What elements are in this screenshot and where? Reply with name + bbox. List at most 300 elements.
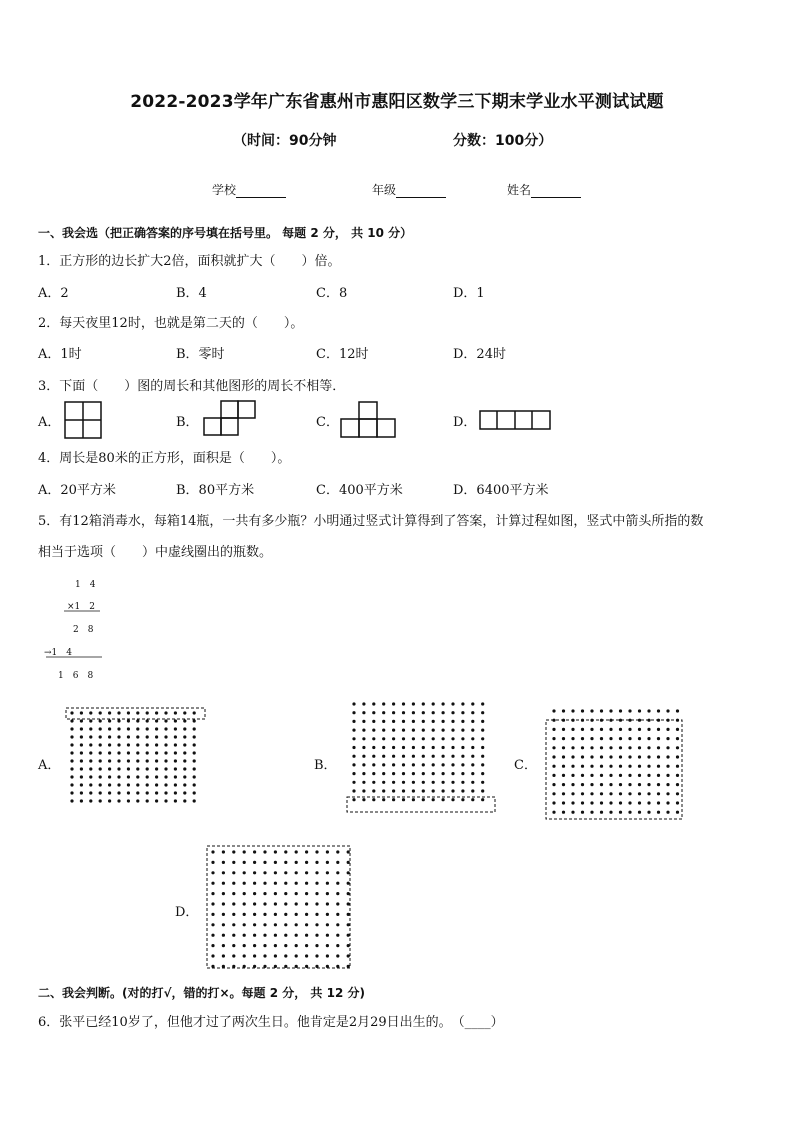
bottle-dot <box>362 755 365 758</box>
bottle-dot <box>352 746 355 749</box>
bottle-dot <box>70 735 73 738</box>
bottle-dot <box>70 775 73 778</box>
bottle-dot <box>362 746 365 749</box>
bottle-dot <box>402 755 405 758</box>
bottle-dot <box>183 791 186 794</box>
bottle-dot <box>581 728 584 731</box>
bottle-dot <box>571 765 574 768</box>
bottle-dot <box>108 719 111 722</box>
bottle-dot <box>336 871 339 874</box>
bottle-dot <box>666 792 669 795</box>
bottle-dot <box>243 902 246 905</box>
bottle-dot <box>127 799 130 802</box>
bottle-dot <box>127 727 130 730</box>
bottle-dot <box>372 772 375 775</box>
bottle-dot <box>326 850 329 853</box>
bottle-dot <box>263 861 266 864</box>
page-title: 2022-2023学年广东省惠州市惠阳区数学三下期末学业水平测试试题 <box>130 92 664 112</box>
bottle-dot <box>232 913 235 916</box>
bottle-dot <box>243 882 246 885</box>
dot-figure-c <box>546 709 682 819</box>
bottle-dot <box>326 902 329 905</box>
bottle-dot <box>451 737 454 740</box>
bottle-dot <box>676 746 679 749</box>
bottle-dot <box>80 767 83 770</box>
bottle-dot <box>155 759 158 762</box>
bottle-dot <box>432 763 435 766</box>
bottle-dot <box>442 755 445 758</box>
bottle-dot <box>305 850 308 853</box>
bottle-dot <box>461 702 464 705</box>
bottle-dot <box>243 871 246 874</box>
bottle-dot <box>243 923 246 926</box>
bottle-dot <box>562 811 565 814</box>
q2-option-d[interactable]: D．24时 <box>453 347 506 362</box>
bottle-dot <box>609 765 612 768</box>
bottle-dot <box>619 728 622 731</box>
bottle-dot <box>600 737 603 740</box>
bottle-dot <box>222 882 225 885</box>
bottle-dot <box>609 746 612 749</box>
bottle-dot <box>571 709 574 712</box>
bottle-dot <box>70 743 73 746</box>
q2-option-b[interactable]: B．零时 <box>176 347 225 362</box>
bottle-dot <box>362 798 365 801</box>
bottle-dot <box>609 801 612 804</box>
bottle-dot <box>619 746 622 749</box>
bottle-dot <box>412 711 415 714</box>
bottle-dot <box>619 765 622 768</box>
bottle-dot <box>362 737 365 740</box>
bottle-dot <box>253 850 256 853</box>
bottle-dot <box>392 763 395 766</box>
bottle-dot <box>108 783 111 786</box>
bottle-dot <box>193 727 196 730</box>
bottle-dot <box>362 720 365 723</box>
bottle-dot <box>600 755 603 758</box>
bottle-dot <box>647 783 650 786</box>
bottle-dot <box>164 759 167 762</box>
bottle-dot <box>666 746 669 749</box>
bottle-dot <box>174 783 177 786</box>
bottle-dot <box>174 759 177 762</box>
bottle-dot <box>402 746 405 749</box>
bottle-dot <box>402 729 405 732</box>
bottle-dot <box>274 902 277 905</box>
bottle-dot <box>552 801 555 804</box>
bottle-dot <box>127 791 130 794</box>
bottle-dot <box>146 719 149 722</box>
bottle-dot <box>552 783 555 786</box>
bottle-dot <box>422 781 425 784</box>
bottle-dot <box>609 792 612 795</box>
bottle-dot <box>352 720 355 723</box>
bottle-dot <box>89 767 92 770</box>
bottle-dot <box>647 755 650 758</box>
calc-row-4: →1 4 <box>44 648 72 658</box>
bottle-dot <box>638 783 641 786</box>
bottle-dot <box>326 861 329 864</box>
bottle-dot <box>461 763 464 766</box>
bottle-dot <box>99 719 102 722</box>
bottle-dot <box>382 772 385 775</box>
bottle-dot <box>461 746 464 749</box>
bottle-dot <box>590 755 593 758</box>
q1-text: 1．正方形的边长扩大2倍，面积就扩大（ ）倍。 <box>38 254 341 269</box>
bottle-dot <box>146 783 149 786</box>
name-field[interactable]: 姓名 <box>507 181 581 198</box>
bottle-dot <box>562 774 565 777</box>
bottle-dot <box>412 720 415 723</box>
bottle-dot <box>392 720 395 723</box>
bottle-dot <box>243 850 246 853</box>
bottle-dot <box>164 767 167 770</box>
bottle-dot <box>89 743 92 746</box>
grade-field[interactable]: 年级 <box>372 181 446 198</box>
bottle-dot <box>422 711 425 714</box>
bottle-dot <box>481 729 484 732</box>
bottle-dot <box>89 711 92 714</box>
q5-option-d[interactable]: D． <box>175 905 199 920</box>
bottle-dot <box>99 743 102 746</box>
bottle-dot <box>347 902 350 905</box>
bottle-dot <box>108 767 111 770</box>
bottle-dot <box>117 775 120 778</box>
bottle-dot <box>638 765 641 768</box>
bottle-dot <box>422 720 425 723</box>
bottle-dot <box>174 743 177 746</box>
bottle-dot <box>676 709 679 712</box>
bottle-dot <box>647 792 650 795</box>
bottle-dot <box>657 792 660 795</box>
bottle-dot <box>284 871 287 874</box>
bottle-dot <box>402 781 405 784</box>
bottle-dot <box>99 791 102 794</box>
bottle-dot <box>326 882 329 885</box>
q1-option-c[interactable]: C．8 <box>316 286 348 301</box>
bottle-dot <box>571 737 574 740</box>
q3-option-c[interactable]: C． <box>316 415 339 430</box>
bottle-dot <box>89 775 92 778</box>
bottle-dot <box>253 913 256 916</box>
bottle-dot <box>647 811 650 814</box>
bottle-dot <box>442 737 445 740</box>
bottle-dot <box>174 711 177 714</box>
bottle-dot <box>372 789 375 792</box>
bottle-dot <box>581 783 584 786</box>
bottle-dot <box>164 775 167 778</box>
bottle-dot <box>581 737 584 740</box>
bottle-dot <box>108 711 111 714</box>
q4-option-d[interactable]: D．6400平方米 <box>453 483 549 498</box>
bottle-dot <box>461 720 464 723</box>
bottle-dot <box>253 871 256 874</box>
q1-option-d[interactable]: D．1 <box>453 286 485 301</box>
bottle-dot <box>146 791 149 794</box>
bottle-dot <box>315 871 318 874</box>
bottle-dot <box>619 811 622 814</box>
bottle-dot <box>362 772 365 775</box>
q4-option-c[interactable]: C．400平方米 <box>316 483 403 498</box>
q1-option-a[interactable]: A．2 <box>38 286 69 301</box>
bottle-dot <box>243 954 246 957</box>
bottle-dot <box>590 765 593 768</box>
bottle-dot <box>676 811 679 814</box>
bottle-dot <box>336 913 339 916</box>
bottle-dot <box>657 774 660 777</box>
q2-option-a[interactable]: A．1时 <box>38 347 82 362</box>
bottle-dot <box>155 711 158 714</box>
bottle-dot <box>676 783 679 786</box>
section-1-heading: 一、我会选（把正确答案的序号填在括号里。 每题 2 分， 共 10 分） <box>38 226 413 240</box>
bottle-dot <box>392 755 395 758</box>
bottle-dot <box>352 789 355 792</box>
bottle-dot <box>432 702 435 705</box>
bottle-dot <box>372 729 375 732</box>
bottle-dot <box>481 755 484 758</box>
bottle-dot <box>146 799 149 802</box>
bottle-dot <box>422 763 425 766</box>
bottle-dot <box>481 763 484 766</box>
bottle-dot <box>619 737 622 740</box>
bottle-dot <box>284 913 287 916</box>
bottle-dot <box>647 765 650 768</box>
bottle-dot <box>136 719 139 722</box>
bottle-dot <box>451 729 454 732</box>
bottle-dot <box>155 791 158 794</box>
bottle-dot <box>243 861 246 864</box>
bottle-dot <box>402 737 405 740</box>
bottle-dot <box>164 743 167 746</box>
bottle-dot <box>70 711 73 714</box>
bottle-dot <box>481 746 484 749</box>
bottle-dot <box>432 711 435 714</box>
bottle-dot <box>628 783 631 786</box>
q5-option-c[interactable]: C． <box>514 758 537 773</box>
bottle-dot <box>600 709 603 712</box>
bottle-dot <box>432 772 435 775</box>
bottle-dot <box>295 902 298 905</box>
time-label: （时间：90分钟 <box>233 133 337 149</box>
bottle-dot <box>628 728 631 731</box>
school-field[interactable]: 学校 <box>212 181 286 198</box>
bottle-dot <box>657 709 660 712</box>
bottle-dot <box>326 934 329 937</box>
q6-text: 6．张平已经10岁了，但他才过了两次生日。他肯定是2月29日出生的。 （____） <box>38 1015 504 1030</box>
bottle-dot <box>422 729 425 732</box>
bottle-dot <box>609 811 612 814</box>
bottle-dot <box>451 746 454 749</box>
bottle-dot <box>232 934 235 937</box>
bottle-dot <box>372 746 375 749</box>
bottle-dot <box>89 783 92 786</box>
bottle-dot <box>600 765 603 768</box>
bottle-dot <box>117 735 120 738</box>
bottle-dot <box>382 763 385 766</box>
calc-row-2: ×1 2 <box>67 602 95 612</box>
bottle-dot <box>263 913 266 916</box>
bottle-dot <box>164 751 167 754</box>
bottle-dot <box>284 850 287 853</box>
bottle-dot <box>347 913 350 916</box>
bottle-dot <box>193 767 196 770</box>
bottle-dot <box>80 791 83 794</box>
bottle-dot <box>70 799 73 802</box>
bottle-dot <box>263 882 266 885</box>
bottle-dot <box>638 746 641 749</box>
bottle-dot <box>336 861 339 864</box>
bottle-dot <box>99 799 102 802</box>
bottle-dot <box>315 892 318 895</box>
bottle-dot <box>274 954 277 957</box>
bottle-dot <box>600 801 603 804</box>
bottle-dot <box>412 772 415 775</box>
bottle-dot <box>295 861 298 864</box>
bottle-dot <box>432 737 435 740</box>
bottle-dot <box>155 751 158 754</box>
section-2-heading: 二、我会判断。(对的打√，错的打×。每题 2 分， 共 12 分) <box>38 986 365 1000</box>
bottle-dot <box>422 755 425 758</box>
bottle-dot <box>211 902 214 905</box>
bottle-dot <box>481 720 484 723</box>
bottle-dot <box>628 746 631 749</box>
bottle-dot <box>382 789 385 792</box>
bottle-dot <box>562 709 565 712</box>
bottle-dot <box>402 711 405 714</box>
bottle-dot <box>562 728 565 731</box>
bottle-dot <box>222 954 225 957</box>
bottle-dot <box>422 798 425 801</box>
bottle-dot <box>127 783 130 786</box>
bottle-dot <box>117 711 120 714</box>
bottle-dot <box>392 789 395 792</box>
bottle-dot <box>315 923 318 926</box>
bottle-dot <box>638 811 641 814</box>
bottle-dot <box>155 743 158 746</box>
bottle-dot <box>274 871 277 874</box>
bottle-dot <box>211 850 214 853</box>
bottle-dot <box>108 751 111 754</box>
bottle-dot <box>80 727 83 730</box>
bottle-dot <box>243 913 246 916</box>
bottle-dot <box>146 751 149 754</box>
bottle-dot <box>222 861 225 864</box>
bottle-dot <box>305 934 308 937</box>
bottle-dot <box>232 902 235 905</box>
bottle-dot <box>571 774 574 777</box>
bottle-dot <box>305 913 308 916</box>
bottle-dot <box>562 746 565 749</box>
q3-option-d[interactable]: D． <box>453 415 477 430</box>
bottle-dot <box>442 772 445 775</box>
bottle-dot <box>552 765 555 768</box>
bottle-dot <box>232 850 235 853</box>
bottle-dot <box>382 798 385 801</box>
bottle-dot <box>155 719 158 722</box>
bottle-dot <box>666 755 669 758</box>
bottle-dot <box>70 791 73 794</box>
q4-option-b[interactable]: B．80平方米 <box>176 483 255 498</box>
bottle-dot <box>174 719 177 722</box>
bottle-dot <box>638 709 641 712</box>
bottle-dot <box>657 746 660 749</box>
bottle-dot <box>183 727 186 730</box>
bottle-dot <box>80 751 83 754</box>
bottle-dot <box>108 775 111 778</box>
bottle-dot <box>471 763 474 766</box>
bottle-dot <box>442 781 445 784</box>
bottle-dot <box>193 783 196 786</box>
bottle-dot <box>183 735 186 738</box>
q3-option-b[interactable]: B． <box>176 415 199 430</box>
bottle-dot <box>99 783 102 786</box>
calc-row-1: 1 4 <box>75 580 96 590</box>
bottle-dot <box>347 882 350 885</box>
bottle-dot <box>432 798 435 801</box>
bottle-dot <box>336 882 339 885</box>
bottle-dot <box>412 737 415 740</box>
bottle-dot <box>253 892 256 895</box>
bottle-dot <box>315 954 318 957</box>
bottle-dot <box>80 799 83 802</box>
bottle-dot <box>372 711 375 714</box>
bottle-dot <box>108 799 111 802</box>
bottle-dot <box>243 944 246 947</box>
q4-option-a[interactable]: A．20平方米 <box>38 483 116 498</box>
bottle-dot <box>164 791 167 794</box>
bottle-dot <box>571 755 574 758</box>
bottle-dot <box>657 811 660 814</box>
q3-option-a[interactable]: A． <box>38 415 61 430</box>
q1-option-b[interactable]: B．4 <box>176 286 207 301</box>
bottle-dot <box>127 759 130 762</box>
bottle-dot <box>183 743 186 746</box>
bottle-dot <box>274 923 277 926</box>
bottle-dot <box>155 783 158 786</box>
bottle-dot <box>600 783 603 786</box>
bottle-dot <box>451 789 454 792</box>
q2-option-c[interactable]: C．12时 <box>316 347 369 362</box>
bottle-dot <box>590 783 593 786</box>
bottle-dot <box>263 892 266 895</box>
bottle-dot <box>552 811 555 814</box>
bottle-dot <box>117 751 120 754</box>
bottle-dot <box>657 737 660 740</box>
bottle-dot <box>127 735 130 738</box>
bottle-dot <box>117 767 120 770</box>
bottle-dot <box>326 954 329 957</box>
bottle-dot <box>274 892 277 895</box>
bottle-dot <box>619 774 622 777</box>
bottle-dot <box>284 944 287 947</box>
bottle-dot <box>211 944 214 947</box>
bottle-dot <box>146 767 149 770</box>
bottle-dot <box>609 755 612 758</box>
bottle-dot <box>232 944 235 947</box>
bottle-dot <box>295 892 298 895</box>
bottle-dot <box>336 902 339 905</box>
bottle-dot <box>571 746 574 749</box>
bottle-dot <box>222 902 225 905</box>
q5-option-b[interactable]: B． <box>314 758 337 773</box>
q5-option-a[interactable]: A． <box>38 758 61 773</box>
bottle-dot <box>155 735 158 738</box>
bottle-dot <box>432 746 435 749</box>
bottle-dot <box>442 702 445 705</box>
bottle-dot <box>392 798 395 801</box>
bottle-dot <box>211 861 214 864</box>
bottle-dot <box>155 727 158 730</box>
